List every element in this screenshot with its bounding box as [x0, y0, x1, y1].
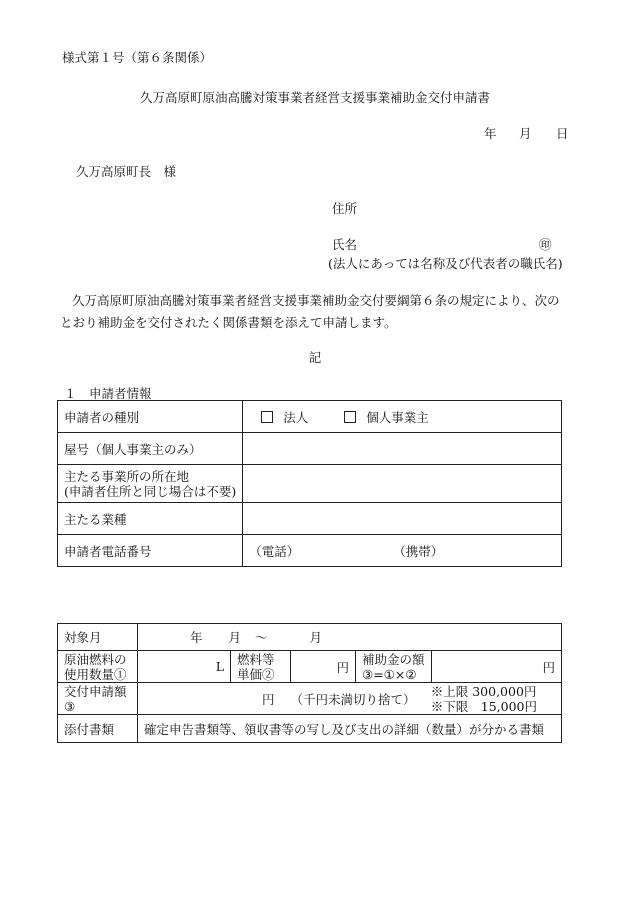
table-row: [58, 683, 562, 715]
date-month: 月: [519, 126, 532, 141]
table-row: [58, 715, 562, 743]
office-label-line2: (申請者住所と同じ場合は不要): [64, 483, 237, 499]
table-row: [58, 401, 562, 433]
limits: [431, 684, 537, 714]
ki-heading: 記: [308, 350, 322, 365]
fuel-qty-label: [58, 651, 138, 683]
corp-checkbox[interactable]: [261, 411, 273, 423]
seal-mark: ㊞: [539, 237, 552, 252]
applicant-info-table: [57, 400, 562, 567]
target-month-month1: 月: [228, 630, 241, 645]
date-day: 日: [556, 126, 569, 141]
subsidy-label-line2: ③=①×②: [362, 666, 417, 682]
fuel-qty-field[interactable]: L: [138, 651, 231, 683]
name-label: 氏名: [332, 237, 358, 252]
table-row: [58, 433, 562, 465]
unit-price-label-line1: 燃料等: [237, 651, 275, 667]
attachments-text: 確定申告書類等、領収書等の写し及び支出の詳細（数量）が分かる書類: [138, 715, 562, 743]
office-label-line1: 主たる事業所の所在地: [64, 468, 190, 484]
table-row: [58, 465, 562, 503]
fuel-qty-label-line2: 使用数量①: [64, 666, 127, 682]
attachments-label: 添付書類: [58, 715, 138, 743]
lower-limit: ※下限 15,000円: [430, 698, 537, 714]
request-amount-field[interactable]: [138, 683, 562, 715]
target-month-field[interactable]: [138, 624, 562, 651]
phone-label: 申請者電話番号: [58, 535, 243, 567]
phone-field[interactable]: [243, 535, 562, 567]
page-title: 久万高原町原油高騰対策事業者経営支援事業補助金交付申請書: [139, 90, 490, 105]
table-row: [58, 535, 562, 567]
address-label: 住所: [332, 201, 358, 216]
phone-tel-label: （電話）: [249, 543, 300, 559]
request-note: （千円未満切り捨て）: [290, 691, 416, 707]
subsidy-amount-label: [356, 651, 432, 683]
addressee: 久万高原町長 様: [76, 164, 177, 179]
target-month-month2: 月: [309, 630, 322, 645]
office-location-field[interactable]: [243, 465, 562, 503]
office-label: [58, 465, 243, 503]
type-label: 申請者の種別: [58, 401, 243, 433]
corp-option-label: 法人: [283, 409, 309, 425]
individual-option-label: 個人事業主: [366, 409, 429, 425]
subsidy-label-line1: 補助金の額: [362, 651, 425, 667]
subsidy-amount-field[interactable]: 円: [431, 651, 561, 683]
table-row: [58, 503, 562, 535]
target-month-year: 年: [189, 630, 203, 645]
date-year: 年: [484, 126, 497, 141]
upper-limit: ※上限 300,000円: [430, 683, 537, 699]
trade-name-label: 屋号（個人事業主のみ）: [58, 433, 243, 465]
subsidy-table: [57, 623, 562, 743]
name-note: (法人にあっては名称及び代表者の職氏名): [328, 256, 563, 271]
business-field[interactable]: [243, 503, 562, 535]
request-label-line2: ③: [64, 698, 76, 714]
table-row: [58, 651, 562, 683]
section1-heading: １ 申請者情報: [64, 386, 152, 401]
unit-price-label-line2: 単価②: [237, 666, 275, 682]
form-number: 様式第１号（第６条関係）: [62, 50, 213, 65]
unit-price-label: [231, 651, 291, 683]
business-label: 主たる業種: [58, 503, 243, 535]
table-row: [58, 624, 562, 651]
individual-checkbox[interactable]: [344, 411, 356, 423]
phone-mobile-label: （携帯）: [393, 543, 444, 559]
type-options-cell: [243, 401, 562, 433]
application-body-text: 久万高原町原油高騰対策事業者経営支援事業補助金交付要綱第６条の規定により、次のとおり補助金を交付されたく関係書類を添えて申請します。: [60, 293, 560, 330]
target-month-label: 対象月: [58, 624, 138, 651]
fuel-qty-label-line1: 原油燃料の: [64, 651, 127, 667]
unit-price-field[interactable]: 円: [291, 651, 356, 683]
request-unit: 円: [262, 691, 275, 707]
request-label-line1: 交付申請額: [64, 683, 127, 699]
target-month-tilde: ～: [254, 630, 268, 645]
request-amount-label: [58, 683, 138, 715]
trade-name-field[interactable]: [243, 433, 562, 465]
